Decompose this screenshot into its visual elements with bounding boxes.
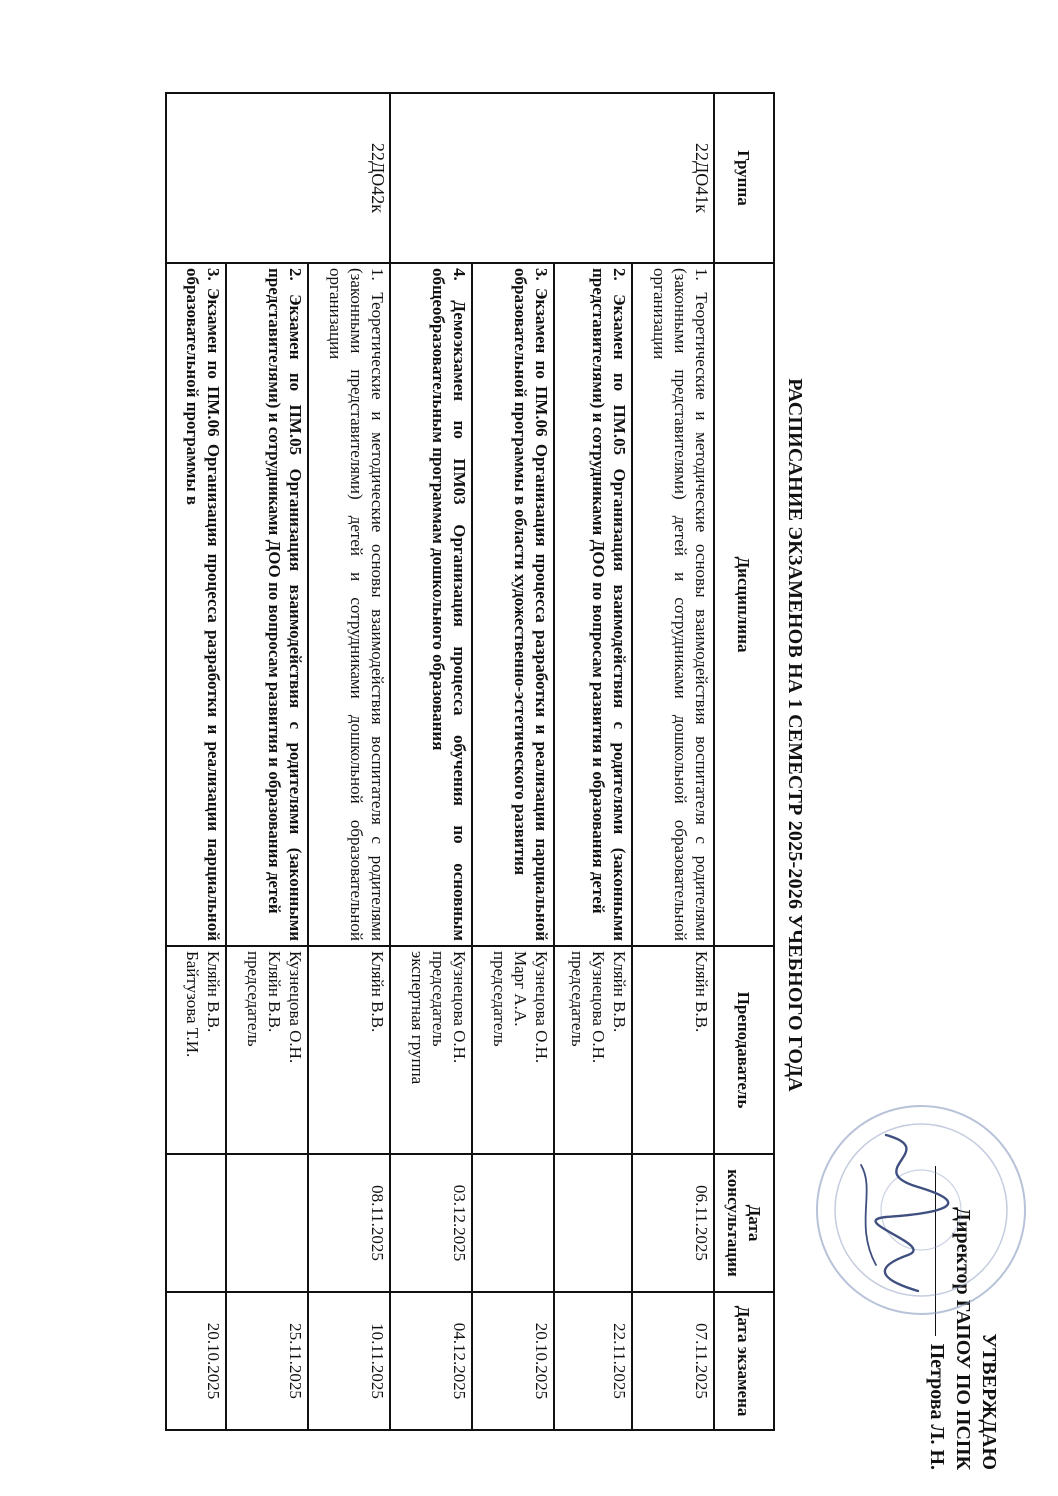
discipline-cell: 1. Теоретические и методические основы взаимодействия воспитателя с родителями (законными представителями) детей и сотрудниками дошкольной образовательной организации <box>632 263 714 946</box>
exam-date: 20.10.2025 <box>472 1292 554 1430</box>
teacher-cell: Кузнецова О.Н. Кляйн В.В. председатель <box>226 946 308 1154</box>
exam-date: 04.12.2025 <box>390 1292 472 1430</box>
exam-date: 07.11.2025 <box>632 1292 714 1430</box>
discipline-cell: 2. Экзамен по ПМ.05 Организация взаимодействия с родителями (законными представителями) и сотрудниками ДОО по вопросам развития и образования детей <box>554 263 632 946</box>
table-row <box>308 93 390 1430</box>
header-discipline: Дисциплина <box>714 263 774 946</box>
exam-date: 25.11.2025 <box>226 1292 308 1430</box>
teacher-cell: Кузнецова О.Н. Марг А.А. председатель <box>472 946 554 1154</box>
group-name: 22ДО41к <box>390 93 714 263</box>
exam-date: 22.11.2025 <box>554 1292 632 1430</box>
table-row <box>472 93 554 1430</box>
exam-schedule-table <box>165 92 775 1431</box>
discipline-cell: 4. Демоэкзамен по ПМ03 Организация процесса обучения по основным общеобразовательным программам дошкольного образования <box>390 263 472 946</box>
teacher-cell: Кляйн В.В. <box>632 946 714 1154</box>
consultation-date: 06.11.2025 <box>632 1154 714 1292</box>
consultation-date <box>166 1154 226 1292</box>
table-row <box>554 93 632 1430</box>
approval-heading: УТВЕРЖДАЮ <box>978 1333 1000 1470</box>
table-header-row <box>714 93 774 1430</box>
consultation-date: 03.12.2025 <box>390 1154 472 1292</box>
table-row <box>166 93 226 1430</box>
approval-name: Петрова Л. Н. <box>926 1343 948 1470</box>
table-row <box>632 93 714 1430</box>
consultation-date <box>226 1154 308 1292</box>
discipline-cell: 1. Теоретические и методические основы взаимодействия воспитателя с родителями (законными представителями) детей и сотрудниками дошкольной образовательной организации <box>308 263 390 946</box>
group-name: 22ДО42к <box>166 93 390 263</box>
discipline-cell: 2. Экзамен по ПМ.05 Организация взаимодействия с родителями (законными представителями) и сотрудниками ДОО по вопросам развития и образования детей <box>226 263 308 946</box>
document-title: РАСПИСАНИЕ ЭКЗАМЕНОВ НА 1 СЕМЕСТР 2025-2026 УЧЕБНОГО ГОДА <box>784 378 806 1092</box>
header-consultation-date: Дата консультации <box>714 1154 774 1292</box>
exam-date: 20.10.2025 <box>166 1292 226 1430</box>
stamp-and-signature-icon <box>806 1095 1036 1325</box>
header-teacher: Преподаватель <box>714 946 774 1154</box>
teacher-cell: Кляйн В.В. <box>308 946 390 1154</box>
teacher-cell: Кляйн В.В. Байтузова Т.И. <box>166 946 226 1154</box>
consultation-date: 08.11.2025 <box>308 1154 390 1292</box>
table-row <box>390 93 472 1430</box>
table-row <box>226 93 308 1430</box>
header-exam-date: Дата экзамена <box>714 1292 774 1430</box>
approval-position: Директор ГАПОУ ПО ПСПК <box>952 1207 974 1470</box>
header-group: Группа <box>714 93 774 263</box>
teacher-cell: Кузнецова О.Н. председатель экспертная группа <box>390 946 472 1154</box>
discipline-cell: 3. Экзамен по ПМ.06 Организация процесса разработки и реализации парциальной образовательной программы в <box>166 263 226 946</box>
consultation-date <box>554 1154 632 1292</box>
discipline-cell: 3. Экзамен по ПМ.06 Организация процесса разработки и реализации парциальной образовательной программы в области художественно-эстетического развития <box>472 263 554 946</box>
exam-date: 10.11.2025 <box>308 1292 390 1430</box>
consultation-date <box>472 1154 554 1292</box>
teacher-cell: Кляйн В.В. Кузнецова О.Н. председатель <box>554 946 632 1154</box>
